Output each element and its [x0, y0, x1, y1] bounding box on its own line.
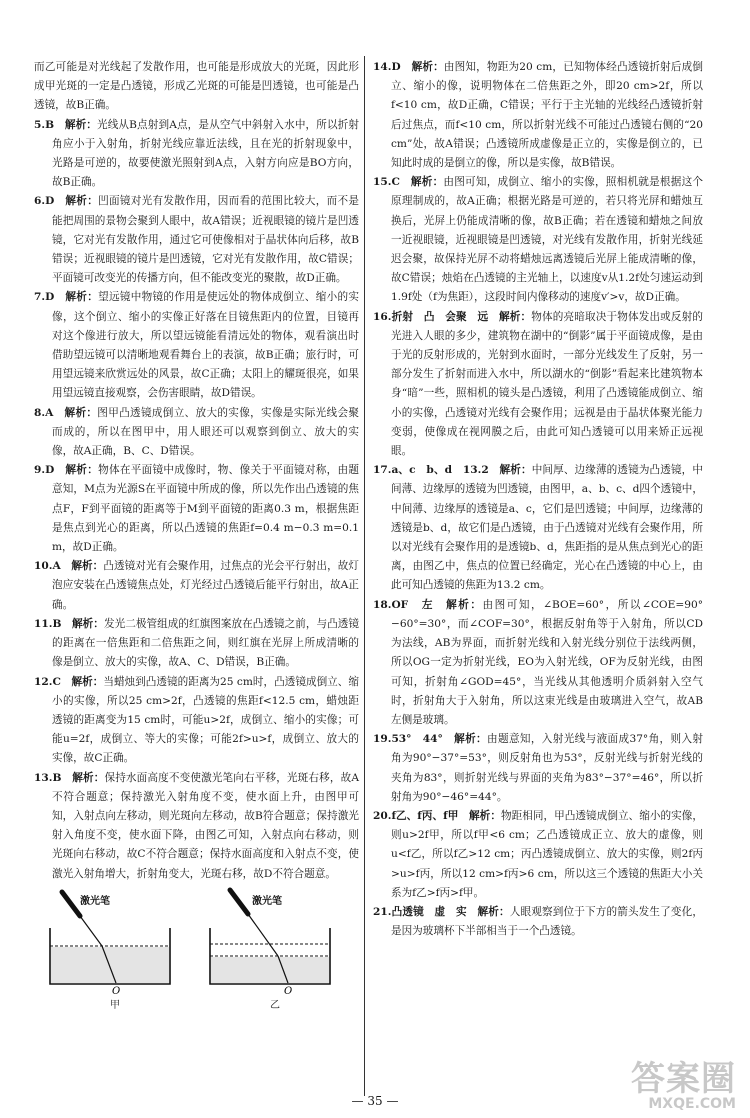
answer-11: 11.B 解析：发光二极管组成的红旗图案放在凸透镜之前，与凸透镜的距离在一倍焦距和二倍焦距之间，则红旗在光屏上所成清晰的像是倒立、放大的实像，故A、C、D错误，B正确。 — [34, 617, 359, 669]
left-column — [34, 58, 359, 1018]
answer-17: 17.a、c b、d 13.2 解析：中间厚、边缘薄的透镜为凸透镜，中间薄、边缘厚的透镜为凹透镜，由图甲，a、b、c、d四个透镜中，中间薄、边缘厚的透镜是a、c，它们是凹透镜；中间厚，边缘薄的透镜是b、d，故它们是凸透镜，由于凸透镜对光线有会聚作用，所以对光线有会聚作用的是透镜b、d，焦距指的是从焦点到光心的距离，由图乙中，焦点的位置已经确定，光心在凸透镜的中心上，由此可知凸透镜的焦距为13.2 cm。 — [373, 464, 703, 592]
answer-20: 20.f乙、f丙、f甲 解析：物距相同，甲凸透镜成倒立、缩小的实像，则u>2f甲，所以f甲<6 cm；乙凸透镜成正立、放大的虚像，则u<f乙，所以f乙>12 cm；丙凸透镜成倒立、放大的实像，则2f丙>u>f丙，所以12 cm>f丙>6 cm，所以这三个透镜的焦距大小关系为f乙>f丙>f甲。 — [373, 809, 704, 899]
figure-jia — [40, 886, 190, 1018]
answer-21: 21.凸透镜 虚 实 解析：人眼观察到位于下方的箭头发生了变化，是因为玻璃杯下半部相当于一个凸透镜。 — [373, 905, 703, 938]
incident-ray — [80, 916, 102, 946]
answer-14: 14.D 解析：由图知，物距为20 cm，已知物体经凸透镜折射后成倒立、缩小的像，说明物体在二倍焦距之外，即20 cm>2f，所以f<10 cm，故D正确，C错误；平行于主光轴的光线经凸透镜折射后过焦点，而f<10 cm，所以折射光线不可能过凸透镜右侧的“20 cm”处，故A错误；凸透镜所成虚像是正立的，实像是倒立的，已知此时成的是倒立的像，所以是实像，故B错误。 — [373, 61, 704, 170]
laser-figures — [34, 886, 359, 1018]
column-divider — [364, 56, 365, 1096]
figure-caption-jia: 甲 — [110, 999, 120, 1011]
answer-15: 15.C 解析：由图可知，成倒立、缩小的实像，照相机就是根据这个原理制成的，故A正确；根据光路是可逆的，若只将光屏和蜡烛互换后，光屏上仍能成清晰的像，故B正确；若在透镜和蜡烛之间放一近视眼镜，近视眼镜是凹透镜，对光线有发散作用，折射光线延迟会聚，故保持光屏不动将蜡烛远离透镜后光屏上能成清晰的像，故C错误；烛焰在凸透镜的主光轴上，以速度v从1.2f处匀速运动到1.9f处（f为焦距），这段时间内像移动的速度v′>v，故D正确。 — [373, 176, 703, 304]
answer-9: 9.D 解析：物体在平面镜中成像时，物、像关于平面镜对称，由题意知，M点为光源S在平面镜中所成的像，所以先作出凸透镜的焦点F，F到平面镜的距离等于M到平面镜的距离0.3 m，根据焦距是焦点到光心的距离，所以凸透镜的焦距f=0.4 m−0.3 m=0.1 m，故D正确。 — [34, 464, 360, 554]
page-number: — 35 — — [351, 1094, 399, 1108]
laser-pen-label: 激光笔 — [80, 895, 110, 907]
answer-13: 13.B 解析：保持水面高度不变使激光笔向右平移，光斑右移，故A不符合题意；保持激光入射角度不变，使水面上升，由图甲可知，入射点向左移动，则光斑向左移动，故B符合题意；保持激光射入角度不变，使水面下降，由图乙可知，入射点向右移动，则光斑向右移动，故C不符合题意；保持水面高度和入射点不变，使激光入射角增大，折射角变大，光斑右移，故D不符合题意。 — [34, 771, 359, 880]
answer-6: 6.D 解析：凹面镜对光有发散作用，因而看的范围比较大，而不是能把周围的景物会聚到人眼中，故A错误；近视眼镜的镜片是凹透镜，它对光有发散作用，通过它可使像相对于晶状体向后移，故B错误；近视眼镜的镜片是凹透镜，它对光有发散作用，故C错误；平面镜可改变光的传播方向，但不能改变光的聚散，故D正确。 — [34, 195, 360, 285]
watermark-text: 答案圈 — [631, 1059, 736, 1099]
figure-yi — [200, 886, 350, 1018]
watermark-logo — [631, 1051, 736, 1112]
watermark-url: MXQE.COM — [648, 1096, 736, 1112]
point-o-label: O — [284, 985, 293, 996]
laser-pen-label: 激光笔 — [252, 895, 282, 907]
answer-5: 5.B 解析：光线从B点射到A点，是从空气中斜射入水中，所以折射角应小于入射角，折射光线应靠近法线，且在光的折射现象中，光路是可逆的，故要使激光照射到A点，入射方向应是BO方向，故B正确。 — [34, 118, 359, 189]
answer-16: 16.折射 凸 会聚 远 解析：物体的亮暗取决于物体发出或反射的光进入人眼的多少，建筑物在湖中的“倒影”属于平面镜成像，是由于光的反射形成的，光射到水面时，一部分光线发生了反射，另一部分发生了折射而进入水中，所以湖水的“倒影”看起来比建筑物本身“暗”一些，照相机的镜头是凸透镜，利用了凸透镜能成倒立、缩小的实像，凸透镜对光线有会聚作用；远视是由于晶状体聚光能力变弱，使像成在视网膜之后，由此可知凸透镜可以用来矫正远视眼。 — [373, 310, 704, 458]
answer-19: 19.53° 44° 解析：由题意知，入射光线与液面成37°角，则入射角为90°−37°=53°，则反射角也为53°，反射光线与折射光线的夹角为83°，则折射光线与界面的夹角为83°−37°=46°，所以折射角为90°−46°=44°。 — [373, 733, 704, 803]
answer-10: 10.A 解析：凸透镜对光有会聚作用，过焦点的光会平行射出，故灯泡应安装在凸透镜焦点处，灯光经过凸透镜后能平行射出，故A正确。 — [34, 560, 359, 611]
right-column — [373, 58, 703, 941]
water-body — [211, 957, 329, 983]
figure-caption-yi: 乙 — [270, 999, 280, 1011]
answer-18: 18.OF 左 解析：由图可知，∠BOE=60°，所以∠COE=90°−60°=30°，而∠COF=30°，根据反射角等于入射角，所以CD为法线，AB为界面，而折射光线和入射光线分别位于法线两侧，所以OG一定为折射光线，EO为入射光线，OF为反射光线，由图可知，折射角∠GOD=45°，当光线从其他透明介质斜射入空气时，折射角大于入射角，所以这束光线是由玻璃进入空气，故AB左侧是玻璃。 — [373, 598, 704, 726]
point-o-label: O — [112, 985, 121, 996]
answer-text: 而乙可能是对光线起了发散作用，也可能是形成放大的光斑，因此形成甲光斑的一定是凸透镜，形成乙光斑的可能是凹透镜，也可能是凸透镜，故B正确。 — [34, 61, 359, 112]
answer-8: 8.A 解析：图甲凸透镜成倒立、放大的实像，实像是实际光线会聚而成的，所以在图甲中，用人眼还可以观察到倒立、放大的实像，故A正确，B、C、D错误。 — [34, 406, 359, 458]
answer-continuation — [34, 58, 359, 116]
tank-diagram-jia — [40, 886, 190, 996]
laser-pen-icon — [62, 892, 80, 916]
laser-pen-icon — [230, 890, 248, 914]
answer-7: 7.D 解析：望远镜中物镜的作用是使远处的物体成倒立、缩小的实像，这个倒立、缩小的实像正好落在目镜焦距内的位置，目镜再对这个像进行放大，所以望远镜能看清远处的物体，观看演出时借助望远镜可以清晰地观看舞台上的表演，故B正确；旅行时，可用望远镜来欣赏远处的风景，故C正确；太阳上的耀斑很亮，如果用望远镜直接观察，会伤害眼睛，故D错误。 — [34, 291, 360, 400]
water-body — [51, 947, 169, 983]
incident-ray — [248, 914, 278, 956]
answer-12: 12.C 解析：当蜡烛到凸透镜的距离为25 cm时，凸透镜成倒立、缩小的实像，所以25 cm>2f，凸透镜的焦距f<12.5 cm，蜡烛距透镜的距离变为15 cm时，可能u>2f，成倒立、缩小的实像；可能u=2f，成倒立、等大的实像；可能2f>u>f，成倒立、放大的实像，故C正确。 — [34, 675, 359, 765]
